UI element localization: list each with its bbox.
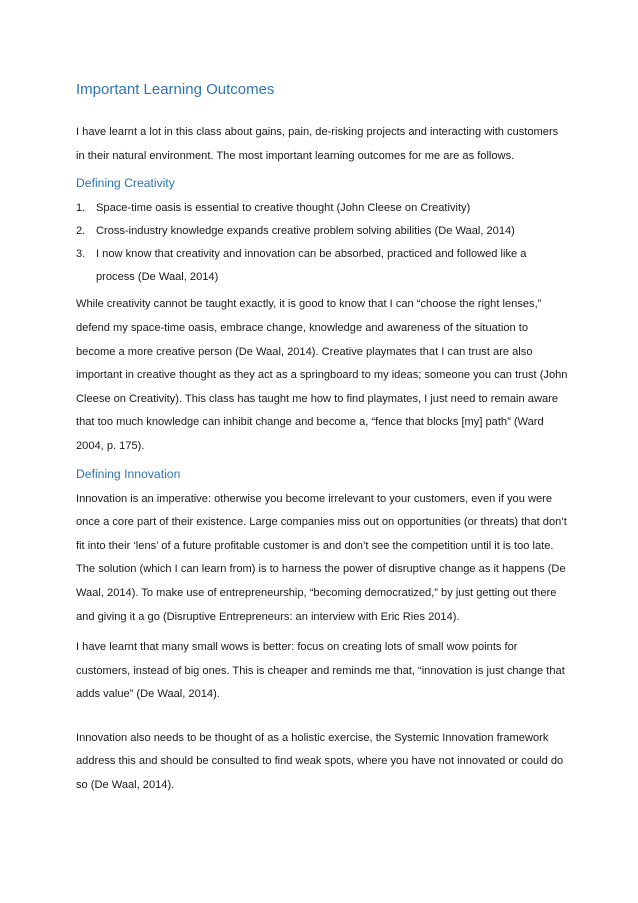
list-item-text: I now know that creativity and innovation can be absorbed, practiced and followed like a process (De Waal, 2014)	[96, 247, 527, 283]
innovation-paragraph-1: Innovation is an imperative: otherwise you become irrelevant to your customers, even if you were once a core part of their existence. Large companies miss out on opportunities (or threats) that don’t fit into their ‘lens’ of a future profitable customer is and don’t see the competition until it is too late. The solution (which I can learn from) is to harness the power of disruptive change as it happens (De Waal, 2014). To make use of entrepreneurship, “becoming democratized,” by just getting out there and giving it a go (Disruptive Entrepreneurs: an interview with Eric Ries 2014).	[76, 492, 567, 623]
list-item	[76, 197, 568, 220]
section-heading-creativity: Defining Creativity	[76, 176, 175, 191]
intro-paragraph: I have learnt a lot in this class about gains, pain, de-risking projects and interacting with customers in their natural environment. The most important learning outcomes for me are as follows.	[76, 126, 559, 162]
creativity-paragraph: While creativity cannot be taught exactly, it is good to know that I can “choose the right lenses,” defend my space-time oasis, embrace change, knowledge and awareness of the situation to become a more creative person (De Waal, 2014). Creative playmates that I can trust are also important in creative thought as they act as a springboard to my ideas; someone you can trust (John Cleese on Creativity). This class has taught me how to find playmates, I just need to remain aware that too much knowledge can inhibit change and become a, “fence that blocks [my] path” (Ward 2004, p. 175).	[76, 298, 568, 452]
list-item	[76, 220, 568, 243]
innovation-paragraph-2: I have learnt that many small wows is better: focus on creating lots of small wow points for customers, instead of big ones. This is cheaper and reminds me that, “innovation is just change that adds value” (De Waal, 2014).	[76, 641, 565, 701]
list-number: 3.	[76, 247, 86, 260]
page-title: Important Learning Outcomes	[76, 81, 275, 98]
list-item-text: Cross-industry knowledge expands creative problem solving abilities (De Waal, 2014)	[96, 224, 515, 237]
creativity-list	[76, 197, 568, 288]
innovation-paragraph-3: Innovation also needs to be thought of as a holistic exercise, the Systemic Innovation framework address this and should be consulted to find weak spots, where you have not innovated or could do so (De Waal, 2014).	[76, 731, 564, 792]
list-number: 2.	[76, 224, 86, 237]
paragraph-spacer	[76, 714, 568, 727]
section-heading-innovation: Defining Innovation	[76, 466, 181, 481]
list-item	[76, 243, 568, 289]
list-number: 1.	[76, 202, 86, 215]
list-item-text: Space-time oasis is essential to creative thought (John Cleese on Creativity)	[96, 202, 471, 215]
document-body	[76, 80, 568, 805]
